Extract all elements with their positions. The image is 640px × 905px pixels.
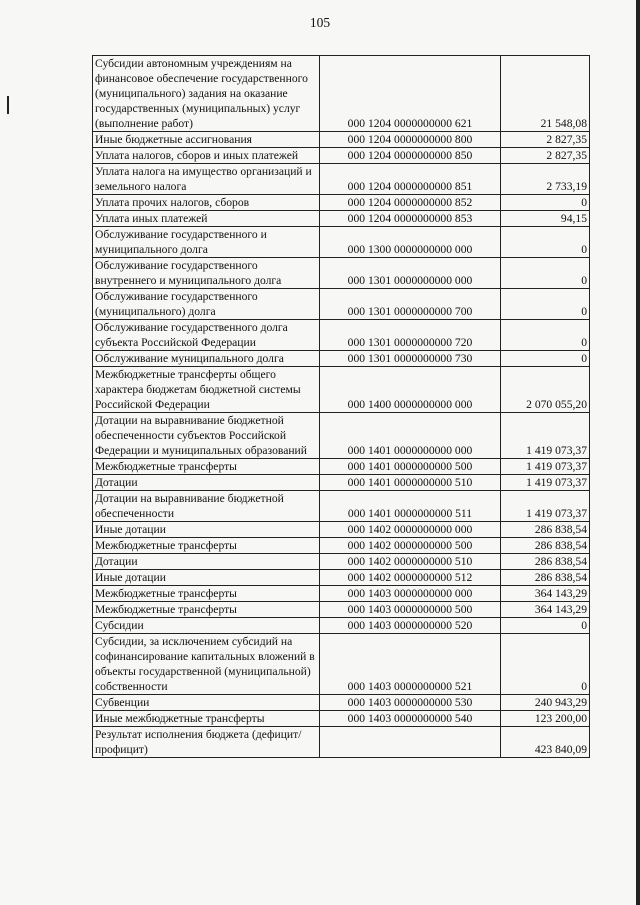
row-code-cell: 000 1204 0000000000 621 bbox=[320, 56, 501, 132]
row-code-cell: 000 1300 0000000000 000 bbox=[320, 227, 501, 258]
table-row bbox=[93, 522, 590, 538]
table-row bbox=[93, 602, 590, 618]
row-code-cell: 000 1204 0000000000 853 bbox=[320, 211, 501, 227]
table-row bbox=[93, 695, 590, 711]
row-name-cell: Обслуживание государственного внутреннего и муниципального долга bbox=[93, 258, 320, 289]
table-row bbox=[93, 586, 590, 602]
table-row bbox=[93, 570, 590, 586]
table-row bbox=[93, 711, 590, 727]
table-row bbox=[93, 258, 590, 289]
table-row bbox=[93, 132, 590, 148]
row-amount-cell: 2 827,35 bbox=[501, 132, 590, 148]
row-amount-cell: 123 200,00 bbox=[501, 711, 590, 727]
row-code-cell: 000 1403 0000000000 000 bbox=[320, 586, 501, 602]
table-row bbox=[93, 491, 590, 522]
row-amount-cell: 240 943,29 bbox=[501, 695, 590, 711]
table-row bbox=[93, 618, 590, 634]
row-name-cell: Уплата налогов, сборов и иных платежей bbox=[93, 148, 320, 164]
table-row bbox=[93, 634, 590, 695]
row-code-cell: 000 1401 0000000000 511 bbox=[320, 491, 501, 522]
row-amount-cell: 1 419 073,37 bbox=[501, 413, 590, 459]
row-code-cell: 000 1401 0000000000 500 bbox=[320, 459, 501, 475]
row-code-cell: 000 1400 0000000000 000 bbox=[320, 367, 501, 413]
row-code-cell: 000 1204 0000000000 851 bbox=[320, 164, 501, 195]
row-name-cell: Обслуживание муниципального долга bbox=[93, 351, 320, 367]
row-amount-cell: 2 070 055,20 bbox=[501, 367, 590, 413]
row-amount-cell: 364 143,29 bbox=[501, 602, 590, 618]
row-name-cell: Уплата прочих налогов, сборов bbox=[93, 195, 320, 211]
row-amount-cell: 364 143,29 bbox=[501, 586, 590, 602]
row-code-cell: 000 1402 0000000000 500 bbox=[320, 538, 501, 554]
scan-edge bbox=[636, 0, 640, 905]
row-code-cell: 000 1403 0000000000 530 bbox=[320, 695, 501, 711]
row-amount-cell: 286 838,54 bbox=[501, 522, 590, 538]
table-row bbox=[93, 554, 590, 570]
table-row bbox=[93, 164, 590, 195]
table-row bbox=[93, 148, 590, 164]
row-amount-cell: 0 bbox=[501, 289, 590, 320]
row-name-cell: Субсидии, за исключением субсидий на софинансирование капитальных вложений в объекты государственной (муниципальной) собственности bbox=[93, 634, 320, 695]
row-amount-cell: 423 840,09 bbox=[501, 727, 590, 758]
row-name-cell: Межбюджетные трансферты общего характера бюджетам бюджетной системы Российской Федерации bbox=[93, 367, 320, 413]
row-code-cell: 000 1402 0000000000 000 bbox=[320, 522, 501, 538]
table-row bbox=[93, 289, 590, 320]
row-code-cell: 000 1403 0000000000 540 bbox=[320, 711, 501, 727]
row-amount-cell: 0 bbox=[501, 351, 590, 367]
row-amount-cell: 0 bbox=[501, 227, 590, 258]
row-amount-cell: 1 419 073,37 bbox=[501, 459, 590, 475]
budget-table bbox=[92, 55, 590, 758]
row-code-cell: 000 1402 0000000000 510 bbox=[320, 554, 501, 570]
row-name-cell: Межбюджетные трансферты bbox=[93, 602, 320, 618]
row-name-cell: Иные дотации bbox=[93, 522, 320, 538]
row-amount-cell: 0 bbox=[501, 634, 590, 695]
row-code-cell: 000 1301 0000000000 000 bbox=[320, 258, 501, 289]
page-number: 105 bbox=[309, 15, 331, 30]
row-name-cell: Субвенции bbox=[93, 695, 320, 711]
row-name-cell: Результат исполнения бюджета (дефицит/профицит) bbox=[93, 727, 320, 758]
row-name-cell: Субсидии автономным учреждениям на финансовое обеспечение государственного (муниципального) задания на оказание государственных (муниципальных) услуг (выполнение работ) bbox=[93, 56, 320, 132]
row-name-cell: Обслуживание государственного долга субъекта Российской Федерации bbox=[93, 320, 320, 351]
table-row bbox=[93, 367, 590, 413]
row-amount-cell: 94,15 bbox=[501, 211, 590, 227]
row-name-cell: Субсидии bbox=[93, 618, 320, 634]
row-name-cell: Дотации на выравнивание бюджетной обеспеченности bbox=[93, 491, 320, 522]
budget-table-body bbox=[93, 56, 590, 758]
table-row bbox=[93, 727, 590, 758]
row-amount-cell: 286 838,54 bbox=[501, 554, 590, 570]
row-amount-cell: 286 838,54 bbox=[501, 538, 590, 554]
row-code-cell: 000 1301 0000000000 720 bbox=[320, 320, 501, 351]
row-name-cell: Уплата иных платежей bbox=[93, 211, 320, 227]
table-row bbox=[93, 459, 590, 475]
row-amount-cell: 0 bbox=[501, 258, 590, 289]
row-code-cell: 000 1403 0000000000 521 bbox=[320, 634, 501, 695]
table-row bbox=[93, 195, 590, 211]
row-name-cell: Дотации на выравнивание бюджетной обеспеченности субъектов Российской Федерации и муниципальных образований bbox=[93, 413, 320, 459]
row-code-cell: 000 1401 0000000000 000 bbox=[320, 413, 501, 459]
row-code-cell: 000 1204 0000000000 850 bbox=[320, 148, 501, 164]
table-row bbox=[93, 211, 590, 227]
row-code-cell: 000 1301 0000000000 700 bbox=[320, 289, 501, 320]
row-name-cell: Уплата налога на имущество организаций и земельного налога bbox=[93, 164, 320, 195]
row-name-cell: Дотации bbox=[93, 554, 320, 570]
margin-mark bbox=[7, 96, 9, 114]
table-row bbox=[93, 227, 590, 258]
row-amount-cell: 2 733,19 bbox=[501, 164, 590, 195]
row-amount-cell: 0 bbox=[501, 618, 590, 634]
row-amount-cell: 0 bbox=[501, 320, 590, 351]
row-code-cell: 000 1402 0000000000 512 bbox=[320, 570, 501, 586]
row-code-cell: 000 1204 0000000000 852 bbox=[320, 195, 501, 211]
row-amount-cell: 1 419 073,37 bbox=[501, 491, 590, 522]
row-name-cell: Иные дотации bbox=[93, 570, 320, 586]
row-name-cell: Обслуживание государственного и муниципального долга bbox=[93, 227, 320, 258]
row-code-cell: 000 1401 0000000000 510 bbox=[320, 475, 501, 491]
row-code-cell bbox=[320, 727, 501, 758]
row-name-cell: Межбюджетные трансферты bbox=[93, 586, 320, 602]
table-row bbox=[93, 320, 590, 351]
table-row bbox=[93, 413, 590, 459]
row-amount-cell: 2 827,35 bbox=[501, 148, 590, 164]
row-code-cell: 000 1403 0000000000 520 bbox=[320, 618, 501, 634]
table-row bbox=[93, 538, 590, 554]
row-name-cell: Межбюджетные трансферты bbox=[93, 538, 320, 554]
row-amount-cell: 286 838,54 bbox=[501, 570, 590, 586]
table-row bbox=[93, 351, 590, 367]
row-name-cell: Обслуживание государственного (муниципального) долга bbox=[93, 289, 320, 320]
row-name-cell: Межбюджетные трансферты bbox=[93, 459, 320, 475]
row-name-cell: Дотации bbox=[93, 475, 320, 491]
table-row bbox=[93, 475, 590, 491]
row-amount-cell: 21 548,08 bbox=[501, 56, 590, 132]
row-code-cell: 000 1403 0000000000 500 bbox=[320, 602, 501, 618]
row-code-cell: 000 1204 0000000000 800 bbox=[320, 132, 501, 148]
row-amount-cell: 1 419 073,37 bbox=[501, 475, 590, 491]
row-code-cell: 000 1301 0000000000 730 bbox=[320, 351, 501, 367]
row-name-cell: Иные бюджетные ассигнования bbox=[93, 132, 320, 148]
table-row bbox=[93, 56, 590, 132]
row-name-cell: Иные межбюджетные трансферты bbox=[93, 711, 320, 727]
row-amount-cell: 0 bbox=[501, 195, 590, 211]
